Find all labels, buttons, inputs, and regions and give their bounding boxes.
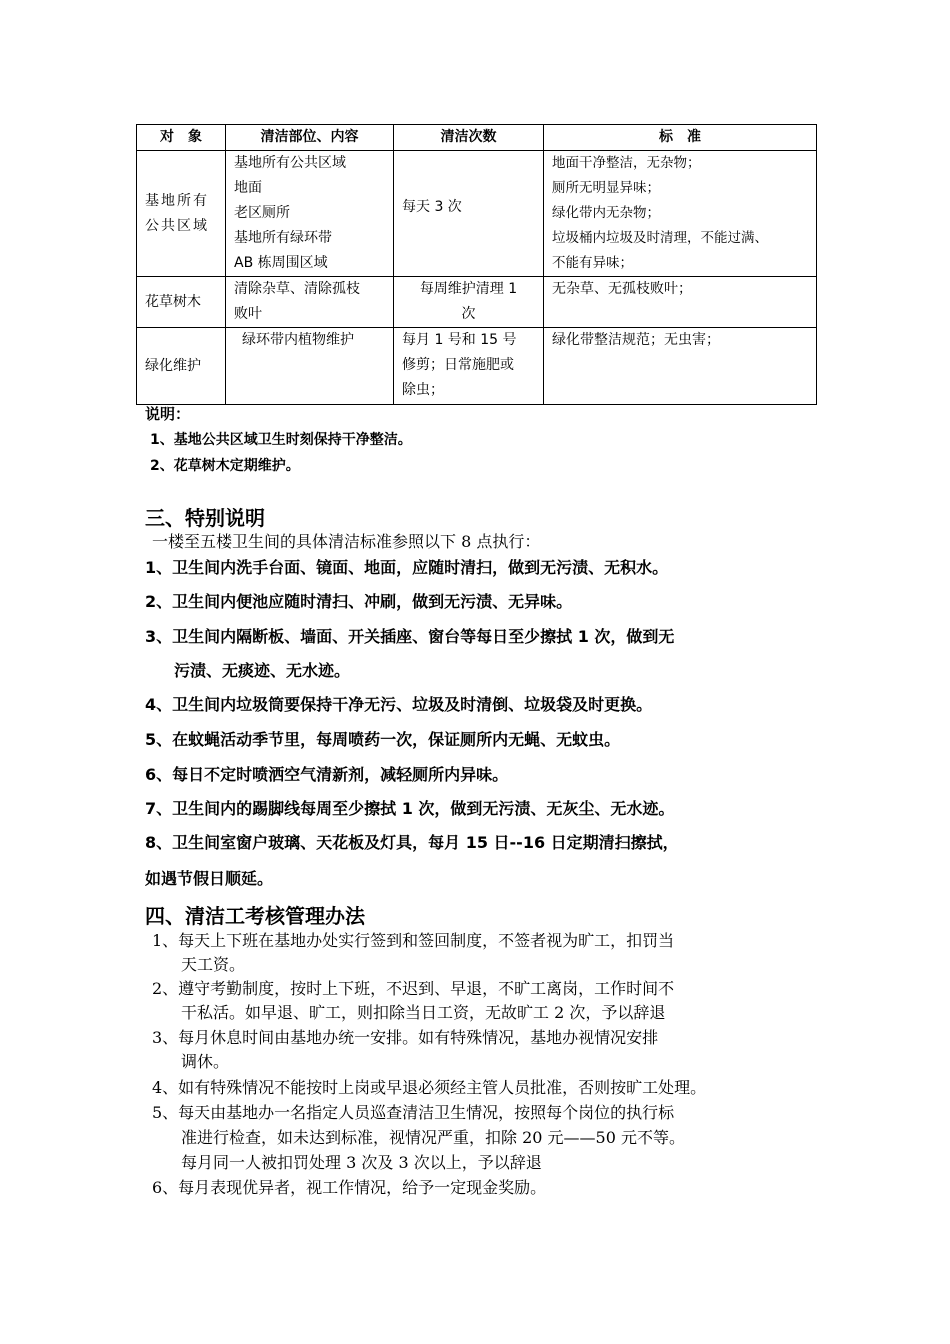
- rule-item: 4、卫生间内垃圾筒要保持干净无污、垃圾及时清倒、垃圾袋及时更换。: [145, 695, 653, 714]
- row-content: 基地所有公共区域 地面 老区厕所 基地所有绿环带 AB 栋周围区域: [226, 151, 394, 277]
- note-item: 2、花草树木定期维护。: [150, 458, 300, 474]
- row-object: 基地所有公共区域: [137, 151, 226, 277]
- section3-intro: 一楼至五楼卫生间的具体清洁标准参照以下 8 点执行：: [152, 532, 541, 551]
- rule-item: 3、卫生间内隔断板、墙面、开关插座、窗台等每日至少擦拭 1 次，做到无: [145, 627, 675, 646]
- rule-item-continuation: 污渍、无痰迹、无水迹。: [174, 661, 351, 680]
- rule-item: 6、每日不定时喷洒空气清新剂，减轻厕所内异味。: [145, 765, 509, 784]
- header-object: 对 象: [137, 125, 226, 151]
- mgmt-item-continuation: 干私活。如早退、旷工，则扣除当日工资，无故旷工 2 次，予以辞退: [181, 1003, 666, 1022]
- mgmt-item-continuation: 每月同一人被扣罚处理 3 次及 3 次以上，予以辞退: [181, 1153, 542, 1172]
- header-content: 清洁部位、内容: [226, 125, 394, 151]
- row-content: 绿环带内植物维护: [226, 328, 394, 405]
- section4-heading: 四、清洁工考核管理办法: [145, 904, 365, 928]
- header-standard: 标 准: [544, 125, 817, 151]
- section3-heading: 三、特别说明: [145, 506, 265, 530]
- row-standard: 绿化带整洁规范；无虫害；: [544, 328, 817, 405]
- mgmt-item-continuation: 调休。: [181, 1052, 230, 1071]
- row-frequency: 每月 1 号和 15 号 修剪；日常施肥或 除虫；: [394, 328, 544, 405]
- mgmt-item: 2、遵守考勤制度，按时上下班，不迟到、早退，不旷工离岗，工作时间不: [152, 979, 675, 998]
- rule-item: 1、卫生间内洗手台面、镜面、地面，应随时清扫，做到无污渍、无积水。: [145, 558, 669, 577]
- row-frequency: 每周维护清理 1 次: [394, 277, 544, 328]
- header-frequency: 清洁次数: [394, 125, 544, 151]
- rule-item-continuation: 如遇节假日顺延。: [145, 869, 274, 888]
- mgmt-item: 1、每天上下班在基地办处实行签到和签回制度，不签者视为旷工，扣罚当: [152, 931, 675, 950]
- row-object: 绿化维护: [137, 328, 226, 405]
- cleaning-standards-table: [136, 124, 817, 405]
- rule-item: 8、卫生间室窗户玻璃、天花板及灯具，每月 15 日--16 日定期清扫擦拭，: [145, 833, 679, 852]
- notes-title: 说明：: [145, 405, 191, 423]
- table-row: [137, 151, 817, 277]
- row-content: 清除杂草、清除孤枝 败叶: [226, 277, 394, 328]
- row-object: 花草树木: [137, 277, 226, 328]
- row-frequency: 每天 3 次: [394, 151, 544, 277]
- mgmt-item: 5、每天由基地办一名指定人员巡查清洁卫生情况，按照每个岗位的执行标: [152, 1103, 675, 1122]
- mgmt-item: 6、每月表现优异者，视工作情况，给予一定现金奖励。: [152, 1178, 547, 1197]
- table-row: [137, 328, 817, 405]
- mgmt-item: 4、如有特殊情况不能按时上岗或早退必须经主管人员批准，否则按旷工处理。: [152, 1078, 707, 1097]
- mgmt-item-continuation: 准进行检查，如未达到标准，视情况严重，扣除 20 元——50 元不等。: [181, 1128, 685, 1147]
- table-row: [137, 277, 817, 328]
- row-standard: 无杂草、无孤枝败叶；: [544, 277, 817, 328]
- note-item: 1、基地公共区域卫生时刻保持干净整洁。: [150, 432, 412, 448]
- row-standard: 地面干净整洁，无杂物； 厕所无明显异味； 绿化带内无杂物； 垃圾桶内垃圾及时清理，不能过满、 不能有异味；: [544, 151, 817, 277]
- mgmt-item: 3、每月休息时间由基地办统一安排。如有特殊情况，基地办视情况安排: [152, 1028, 659, 1047]
- rule-item: 5、在蚊蝇活动季节里，每周喷药一次，保证厕所内无蝇、无蚊虫。: [145, 730, 621, 749]
- rule-item: 7、卫生间内的踢脚线每周至少擦拭 1 次，做到无污渍、无灰尘、无水迹。: [145, 799, 675, 818]
- mgmt-item-continuation: 天工资。: [181, 955, 246, 974]
- rule-item: 2、卫生间内便池应随时清扫、冲刷，做到无污渍、无异味。: [145, 592, 573, 611]
- table-header-row: [137, 125, 817, 151]
